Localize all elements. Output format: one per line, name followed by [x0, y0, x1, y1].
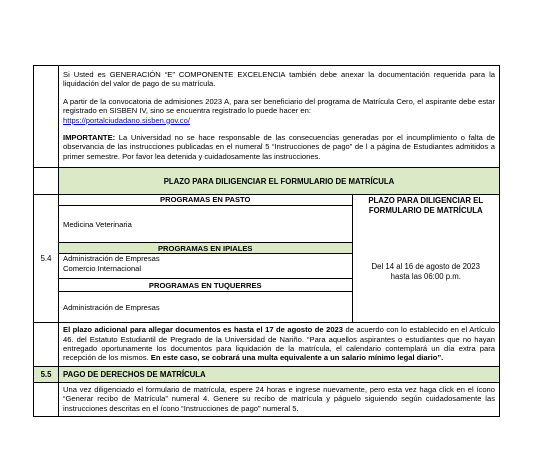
programs-inner-table — [59, 195, 499, 322]
extra-deadline-bold-1: El plazo adicional para allegar documentos es hasta el 17 de agosto de 2023 — [63, 325, 343, 335]
intro-cell — [59, 66, 500, 168]
section-title-number-cell — [34, 168, 59, 195]
extra-deadline-row — [34, 323, 500, 367]
pasto-header: PROGRAMAS EN PASTO — [59, 195, 352, 206]
admissions-table — [33, 65, 500, 417]
section-5-5-number-cell — [34, 382, 59, 416]
deadline-line-1: Del 14 al 16 de agosto de 2023 — [371, 262, 480, 272]
tuquerres-header: PROGRAMAS EN TUQUERRES — [59, 279, 352, 292]
important-label: IMPORTANTE: — [63, 133, 116, 143]
extra-deadline-body: de acuerdo con lo establecido en el Artículo 46. del Estatuto Estudiantil de Pregrado de la Universidad de Nariño. “Para aquellos aspirantes o estudiantes que no hayan entregado oportunamente los documentos para liquidación de la matrícula, el calendario contemplará un día extra para recepción de los mismos. — [63, 325, 495, 363]
ipiales-item-1: Administración de Empresas — [63, 254, 160, 264]
tuquerres-item: Administración de Empresas — [63, 302, 160, 312]
tuquerres-items — [59, 292, 352, 323]
extra-deadline-text — [63, 325, 495, 363]
programs-row — [34, 195, 500, 323]
pasto-items — [59, 206, 352, 243]
section-title-row — [34, 168, 500, 195]
deadline-cell — [352, 195, 499, 322]
intro-paragraph-1: Si Usted es GENERACIÓN “E” COMPONENTE EXCELENCIA también debe anexar la documentación requerida para la liquidación del valor de pago de su matrícula. — [63, 70, 495, 89]
deadline-header: PLAZO PARA DILIGENCIAR EL FORMULARIO DE MATRÍCULA — [368, 196, 484, 215]
intro-row — [34, 66, 500, 168]
row-number-5-5: 5.5 — [34, 366, 59, 382]
intro-number-cell — [34, 66, 59, 168]
row-number-5-4: 5.4 — [34, 195, 59, 323]
sisben-link[interactable]: https://portalciudadano.sisben.gov.co/ — [63, 115, 190, 125]
deadline-dates — [353, 262, 500, 282]
intro-paragraph-2-text: A partir de la convocatoria de admisiones 2023 A, para ser beneficiario del programa de Matrícula Cero, el aspirante debe estar registrado en SISBEN IV, sino se encuentra registrado lo puede hacer en: — [63, 96, 495, 116]
section-5-5-title: PAGO DE DERECHOS DE MATRÍCULA — [59, 366, 500, 382]
deadline-line-2: hasta las 06:00 p.m. — [390, 272, 461, 282]
ipiales-header: PROGRAMAS EN IPIALES — [59, 243, 352, 254]
extra-deadline-cell — [59, 323, 500, 367]
section-5-5-body — [59, 382, 500, 416]
section-5-5-title-row — [34, 366, 500, 382]
programs-cell — [59, 195, 500, 323]
section-title: PLAZO PARA DILIGENCIAR EL FORMULARIO DE MATRÍCULA — [59, 168, 500, 195]
document-page — [33, 65, 500, 417]
section-5-5-text: Una vez diligenciado el formulario de matrícula, espere 24 horas e ingrese nuevamente, pero esta vez haga click en el ícono “Generar recibo de Matrícula” numeral 4. Genere su recibo de matrícula y páguelo siguiendo según cuidadosamente las instrucciones descritas en el ícono “Instrucciones de pago” numeral 5. — [63, 384, 495, 413]
intro-paragraph-2 — [63, 97, 495, 125]
ipiales-items — [59, 254, 352, 279]
pasto-item: Medicina Veterinaria — [63, 219, 132, 229]
extra-deadline-bold-2: En este caso, se cobrará una multa equivalente a un salario mínimo legal diario”. — [148, 353, 444, 363]
important-text: La Universidad no se hace responsable de las consecuencias generadas por el incumplimiento o falta de observancia de las instrucciones publicadas en el numeral 5 “Instrucciones de pago” de l a página de Estudiantes admitidos a primer semestre. Por favor lea detenida y cuidadosamente las instrucciones. — [63, 133, 495, 161]
intro-paragraph-3 — [63, 133, 495, 161]
ipiales-item-2: Comercio Internacional — [63, 263, 142, 273]
section-5-5-body-row — [34, 382, 500, 416]
extra-number-cell — [34, 323, 59, 367]
